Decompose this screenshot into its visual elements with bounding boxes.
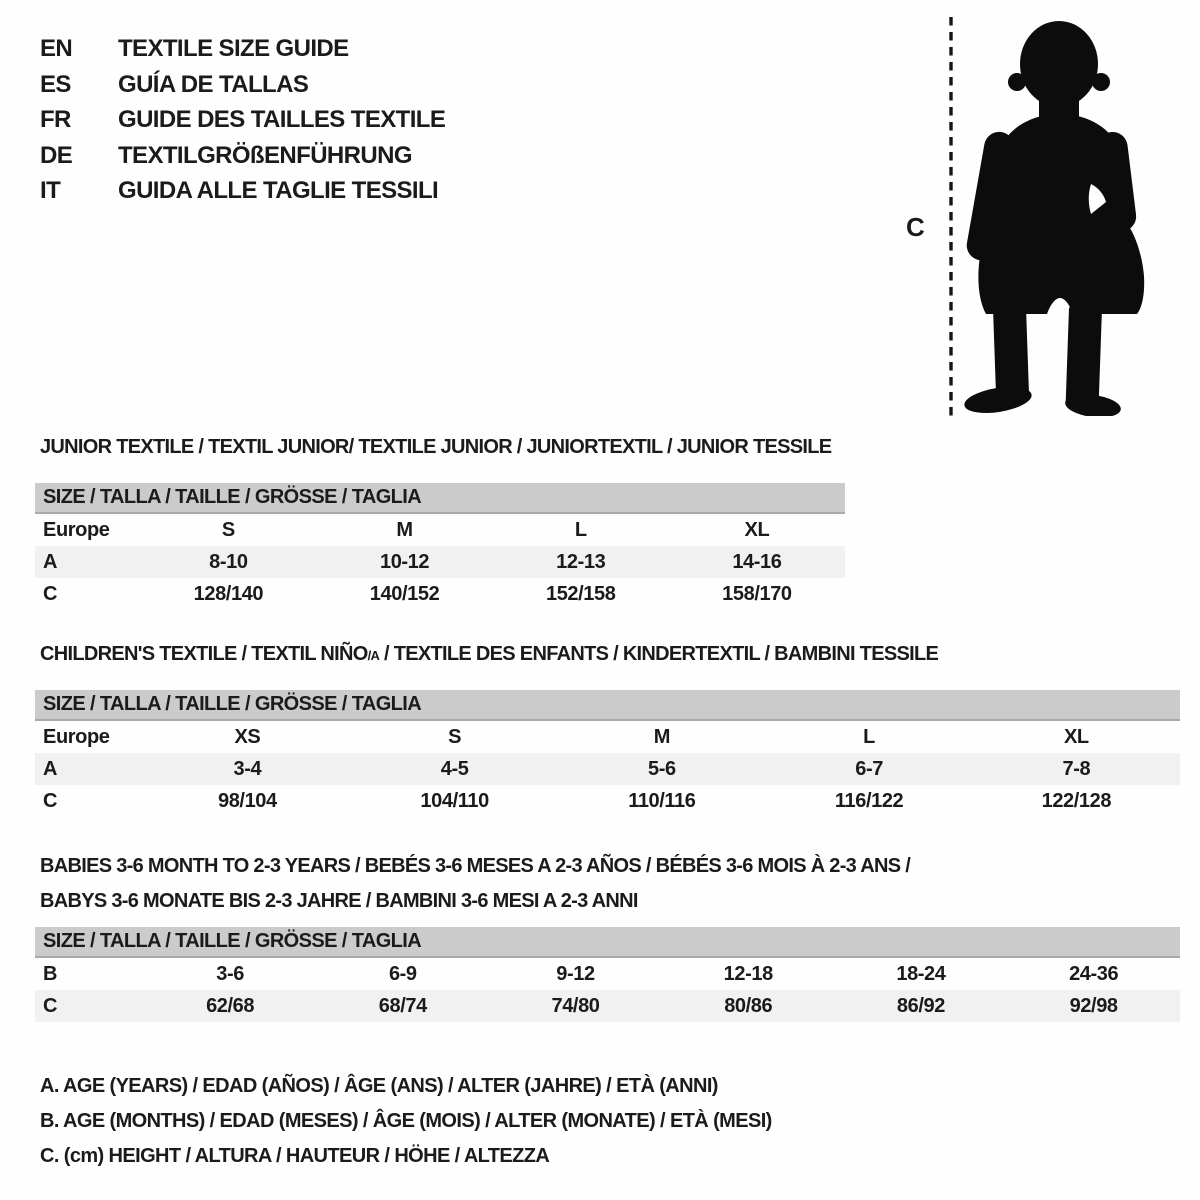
table-row xyxy=(35,546,845,578)
babies-title-line2: BABYS 3-6 MONATE BIS 2-3 JAHRE / BAMBINI 3-6 MESI A 2-3 ANNI xyxy=(40,889,638,912)
size-cell: 68/74 xyxy=(316,990,489,1022)
language-row xyxy=(40,102,445,138)
size-cell: M xyxy=(653,725,670,748)
language-title-list xyxy=(40,31,445,209)
size-cell: 92/98 xyxy=(1007,990,1180,1022)
language-row xyxy=(40,67,445,103)
size-cell: S xyxy=(221,518,235,541)
size-cell: 152/158 xyxy=(545,582,616,605)
size-cell: 8-10 xyxy=(140,546,316,578)
language-row xyxy=(40,31,445,67)
size-header-row xyxy=(35,483,845,513)
language-title: GUÍA DE TALLAS xyxy=(118,70,309,98)
babies-title-line1: BABIES 3-6 MONTH TO 2-3 YEARS / BEBÉS 3-6 MESES A 2-3 AÑOS / BÉBÉS 3-6 MOIS À 2-3 ANS / xyxy=(40,855,911,877)
footnote-c: C. (cm) HEIGHT / ALTURA / HAUTEUR / HÖHE / ALTEZZA xyxy=(40,1145,550,1167)
size-cell: 3-6 xyxy=(216,962,244,985)
babies-size-table xyxy=(35,927,1180,1022)
children-title-sub: /A xyxy=(367,648,380,663)
table-row xyxy=(35,957,1180,990)
size-cell: 24-36 xyxy=(1069,962,1119,985)
row-label: C xyxy=(43,789,58,812)
children-section-title xyxy=(40,643,938,666)
size-cell: L xyxy=(863,725,875,748)
measure-label-c: C xyxy=(906,212,925,242)
footnote-b: B. AGE (MONTHS) / EDAD (MESES) / ÂGE (MOIS) / ALTER (MONATE) / ETÀ (MESI) xyxy=(40,1110,772,1132)
table-row xyxy=(35,753,1180,785)
table-row xyxy=(35,990,1180,1022)
size-cell: 6-9 xyxy=(388,962,417,985)
size-cell: S xyxy=(448,725,462,748)
size-cell: L xyxy=(574,518,587,541)
size-header-row xyxy=(35,690,1180,720)
size-cell: 14-16 xyxy=(669,546,845,578)
row-label: A xyxy=(35,753,144,785)
row-label: A xyxy=(35,546,140,578)
table-row xyxy=(35,578,845,610)
size-cell: 98/104 xyxy=(217,789,277,812)
size-cell: 6-7 xyxy=(765,753,972,785)
language-title: TEXTILGRÖßENFÜHRUNG xyxy=(118,141,412,169)
size-cell: 10-12 xyxy=(316,546,492,578)
junior-size-table xyxy=(35,483,845,610)
row-label: B xyxy=(43,962,58,985)
language-row xyxy=(40,138,445,174)
table-row xyxy=(35,513,845,546)
size-cell: 104/110 xyxy=(420,789,489,812)
language-code: ES xyxy=(40,70,71,98)
size-cell: XL xyxy=(1063,725,1089,748)
language-title: GUIDE DES TAILLES TEXTILE xyxy=(118,106,446,133)
size-cell: XS xyxy=(234,725,261,748)
size-cell: 18-24 xyxy=(896,962,946,985)
legend-footnotes xyxy=(40,1069,772,1174)
row-label: C xyxy=(43,582,58,605)
language-code: IT xyxy=(40,177,61,204)
size-cell: 3-4 xyxy=(144,753,351,785)
size-cell: 158/170 xyxy=(722,582,792,605)
language-title: TEXTILE SIZE GUIDE xyxy=(118,35,349,62)
size-cell: 4-5 xyxy=(351,753,558,785)
size-cell: 110/116 xyxy=(628,789,696,812)
size-header-row xyxy=(35,927,1180,957)
babies-section-title xyxy=(40,849,910,918)
size-cell: 128/140 xyxy=(193,582,264,605)
size-cell: 116/122 xyxy=(834,789,904,812)
row-label: Europe xyxy=(43,518,110,541)
size-header-bar: SIZE / TALLA / TAILLE / GRÖSSE / TAGLIA xyxy=(35,690,1180,720)
size-cell: 9-12 xyxy=(556,962,595,985)
size-cell: 80/86 xyxy=(662,990,835,1022)
size-header-bar: SIZE / TALLA / TAILLE / GRÖSSE / TAGLIA xyxy=(35,483,845,513)
size-cell: 5-6 xyxy=(558,753,765,785)
row-label: C xyxy=(35,990,144,1022)
size-cell: 122/128 xyxy=(1041,789,1112,812)
table-row xyxy=(35,785,1180,817)
size-cell: M xyxy=(396,518,413,541)
language-code: FR xyxy=(40,106,71,133)
table-row xyxy=(35,720,1180,753)
language-code: EN xyxy=(40,35,73,62)
size-cell: XL xyxy=(744,518,770,541)
children-size-table xyxy=(35,690,1180,817)
toddler-silhouette-icon xyxy=(953,16,1163,416)
children-title-text: CHILDREN'S TEXTILE / TEXTIL NIÑO xyxy=(40,643,368,665)
children-title-rest: / TEXTILE DES ENFANTS / KINDERTEXTIL / BAMBINI TESSILE xyxy=(379,643,939,665)
footnote-a: A. AGE (YEARS) / EDAD (AÑOS) / ÂGE (ANS) / ALTER (JAHRE) / ETÀ (ANNI) xyxy=(40,1075,718,1097)
size-cell: 86/92 xyxy=(835,990,1008,1022)
size-cell: 12-13 xyxy=(493,546,669,578)
row-label: Europe xyxy=(43,725,110,748)
size-cell: 7-8 xyxy=(973,753,1180,785)
language-code: DE xyxy=(40,141,73,169)
junior-section-title: JUNIOR TEXTILE / TEXTIL JUNIOR/ TEXTILE JUNIOR / JUNIORTEXTIL / JUNIOR TESSILE xyxy=(40,436,832,458)
language-row xyxy=(40,173,445,209)
size-cell: 140/152 xyxy=(369,582,440,605)
size-cell: 74/80 xyxy=(489,990,662,1022)
size-header-bar: SIZE / TALLA / TAILLE / GRÖSSE / TAGLIA xyxy=(35,927,1180,957)
language-title: GUIDA ALLE TAGLIE TESSILI xyxy=(118,177,439,204)
size-cell: 12-18 xyxy=(723,962,773,985)
size-cell: 62/68 xyxy=(144,990,317,1022)
